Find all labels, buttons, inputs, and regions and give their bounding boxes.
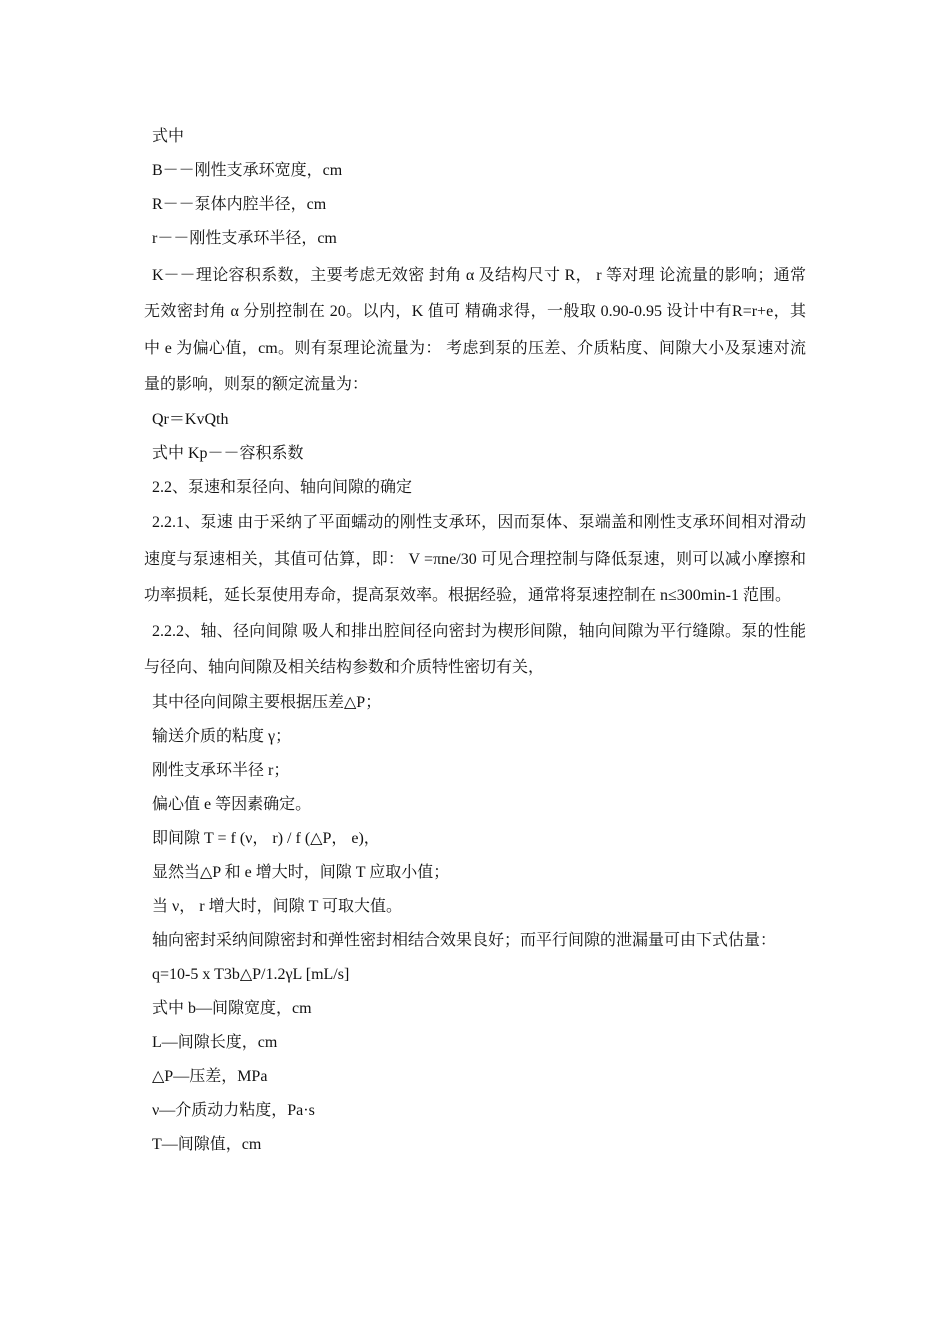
text-line: T—间隙值，cm xyxy=(152,1136,262,1154)
text-line: 显然当△P 和 e 增大时，间隙 T 应取小值； xyxy=(152,864,450,882)
text-line: B－－刚性支承环宽度，cm xyxy=(152,162,343,179)
formula-line: Qr＝KvQth xyxy=(152,411,229,429)
text-line: L—间隙长度，cm xyxy=(152,1034,278,1052)
text-line: r－－刚性支承环半径，cm xyxy=(152,230,337,247)
paragraph-clearance: 2.2.2、轴、径向间隙 吸人和排出腔间径向密封为楔形间隙，轴向间隙为平行缝隙。泵的性能与径向、轴向间隙及相关结构参数和介质特性密切有关， xyxy=(144,622,806,677)
section-heading: 2.2、泵速和泵径向、轴向间隙的确定 xyxy=(152,479,413,497)
text-line: 其中径向间隙主要根据压差△P； xyxy=(152,694,382,712)
text-line: 当 ν， r 增大时，间隙 T 可取大值。 xyxy=(152,898,403,916)
text-line: 轴向密封采纳间隙密封和弹性密封相结合效果良好；而平行间隙的泄漏量可由下式估量： xyxy=(152,932,777,950)
paragraph-pump-speed: 2.2.1、泵速 由于采纳了平面蠕动的刚性支承环，因而泵体、泵端盖和刚性支承环间相对滑动速度与泵速相关，其值可估算，即： V =πne/30 可见合理控制与降低泵速，则可以减小摩擦和功率损耗，延长泵使用寿命，提高泵效率。根据经验，通常将泵速控制在 n≤300min-1 范围。 xyxy=(144,514,806,604)
text-line: ν—介质动力粘度，Pa·s xyxy=(152,1102,315,1120)
paragraph-k-coefficient: K－－理论容积系数，主要考虑无效密 封角 α 及结构尺寸 R， r 等对理 论流量的影响；通常无效密封角 α 分别控制在 20。以内，K 值可 精确求得，一般取 0.90-0.95 设计中有R=r+e，其中 e 为偏心值，cm。则有泵理论流量为： 考虑到泵的压差、介质粘度、间隙大小及泵速对流量的影响，则泵的额定流量为： xyxy=(144,267,806,394)
text-line: 刚性支承环半径 r； xyxy=(152,762,290,780)
text-line: 式中 b—间隙宽度，cm xyxy=(152,1000,312,1018)
text-line: 式中 xyxy=(152,128,185,145)
formula-line: 即间隙 T = f (ν， r) / f (△P， e)， xyxy=(152,830,380,848)
text-line: △P—压差，MPa xyxy=(152,1068,268,1086)
formula-line: q=10-5 x T3b△P/1.2γL [mL/s] xyxy=(152,966,350,984)
text-line: R－－泵体内腔半径，cm xyxy=(152,196,327,213)
text-line: 输送介质的粘度 γ； xyxy=(152,728,292,746)
document-body xyxy=(144,120,806,1162)
text-line: 偏心值 e 等因素确定。 xyxy=(152,796,312,814)
text-line: 式中 Kp－－容积系数 xyxy=(152,445,304,463)
